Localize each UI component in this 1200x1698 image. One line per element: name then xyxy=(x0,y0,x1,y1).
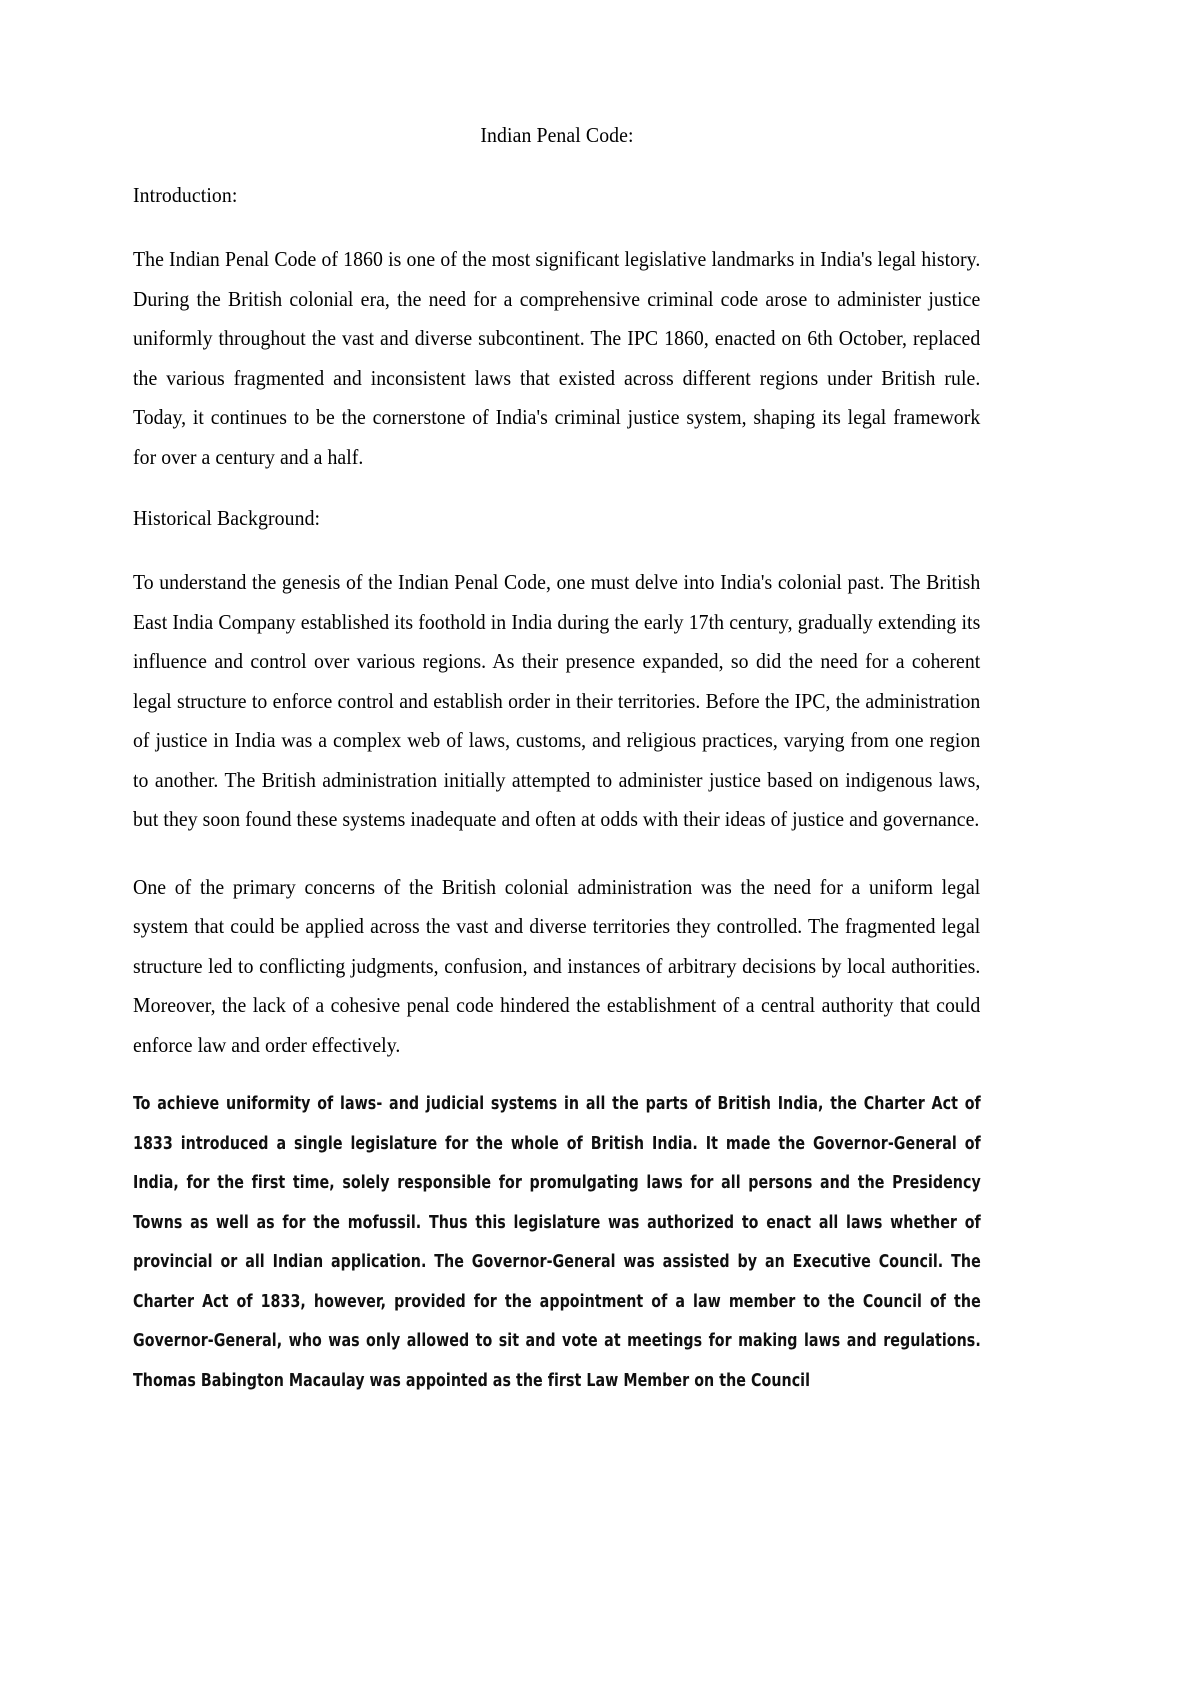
section-heading-introduction: Introduction: xyxy=(133,183,238,207)
page-title: Indian Penal Code: xyxy=(480,123,634,147)
paragraph-charter-act-1833: To achieve uniformity of laws- and judicial systems in all the parts of British India, the Charter Act of 1833 introduced a single legislature for the whole of British India. It made the Governor-General of India, for the first time, solely responsible for promulgating laws for all persons and the Presidency Towns as well as for the mofussil. Thus this legislature was authorized to enact all laws whether of provincial or all Indian application. The Governor-General was assisted by an Executive Council. The Charter Act of 1833, however, provided for the appointment of a law member to the Council of the Governor-General, who was only allowed to sit and vote at meetings for making laws and regulations. Thomas Babington Macaulay was appointed as the first Law Member on the Council xyxy=(133,1094,981,1391)
document-body xyxy=(133,122,981,1401)
paragraph-historical-2: One of the primary concerns of the British colonial administration was the need for a uniform legal system that could be applied across the vast and diverse territories they controlled. The fragmented legal structure led to conflicting judgments, confusion, and instances of arbitrary decisions by local authorities. Moreover, the lack of a cohesive penal code hindered the establishment of a central authority that could enforce law and order effectively. xyxy=(133,874,981,1057)
paragraph-historical-1: To understand the genesis of the Indian Penal Code, one must delve into India's colonial past. The British East India Company established its foothold in India during the early 17th century, gradually extending its influence and control over various regions. As their presence expanded, so did the need for a coherent legal structure to enforce control and establish order in their territories. Before the IPC, the administration of justice in India was a complex web of laws, customs, and religious practices, varying from one region to another. The British administration initially attempted to administer justice based on indigenous laws, but they soon found these systems inadequate and often at odds with their ideas of justice and governance. xyxy=(133,570,981,831)
section-heading-historical-background: Historical Background: xyxy=(133,506,321,530)
paragraph-introduction-1: The Indian Penal Code of 1860 is one of the most significant legislative landmarks in India's legal history. During the British colonial era, the need for a comprehensive criminal code arose to administer justice uniformly throughout the vast and diverse subcontinent. The IPC 1860, enacted on 6th October, replaced the various fragmented and inconsistent laws that existed across different regions under British rule. Today, it continues to be the cornerstone of India's criminal justice system, shaping its legal framework for over a century and a half. xyxy=(133,247,981,469)
